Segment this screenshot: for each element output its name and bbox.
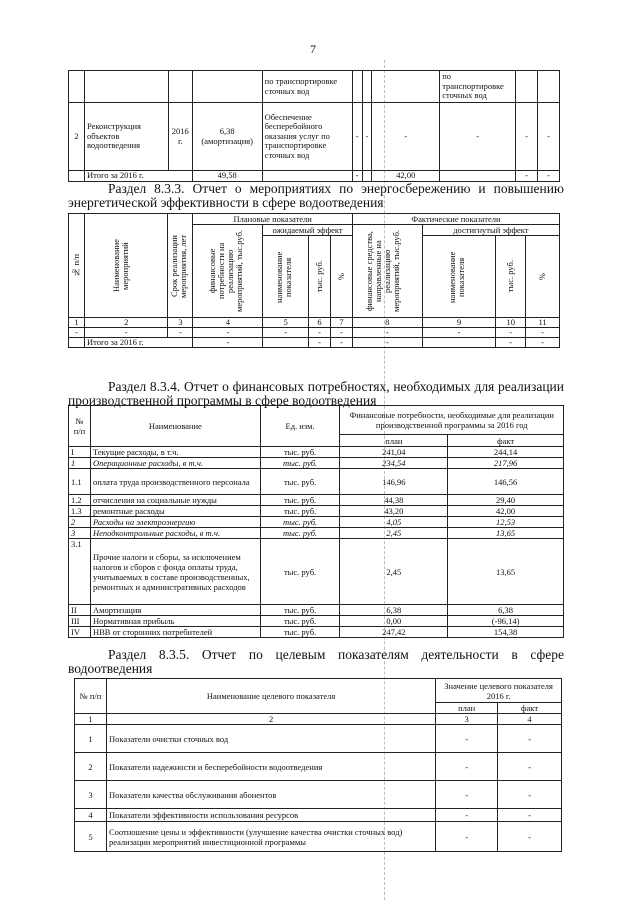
scan-fold-line <box>384 60 385 900</box>
dash-cell: - <box>193 338 263 348</box>
row-number: 1.1 <box>69 469 91 495</box>
dash-cell: - <box>372 103 440 171</box>
row-number: 5 <box>75 822 107 852</box>
dash-cell: - <box>352 338 422 348</box>
dash-cell: - <box>526 328 560 338</box>
row-number: 3.1 <box>69 539 91 605</box>
table-row <box>69 447 564 458</box>
column-number: 5 <box>263 318 309 328</box>
dash-cell: - <box>69 328 85 338</box>
row-plan: - <box>436 725 498 753</box>
row-plan: - <box>436 781 498 809</box>
description-cell: по транспортировке сточных вод <box>262 71 352 103</box>
row-number: 2 <box>69 103 85 171</box>
column-number: 11 <box>526 318 560 328</box>
total-label: Итого за 2016 г. <box>84 171 192 182</box>
section-834-title: Раздел 8.3.4. Отчет о финансовых потребностях, необходимых для реализации производственной программы в сфере водоотведения <box>68 379 564 408</box>
row-unit: тыс. руб. <box>260 495 340 506</box>
table-row <box>69 328 560 338</box>
row-plan: 0,00 <box>340 616 448 627</box>
row-name: Неподконтрольные расходы, в т.ч. <box>90 528 260 539</box>
column-number-row <box>75 714 562 725</box>
col-finance-header: Финансовые потребности, необходимые для реализации производственной программы за 2016 год <box>340 406 564 435</box>
row-fact: 12,53 <box>448 517 564 528</box>
row-unit: тыс. руб. <box>260 616 340 627</box>
dash-cell: - <box>422 328 496 338</box>
row-number: 1 <box>69 458 91 469</box>
table-row <box>75 725 562 753</box>
row-fact: - <box>498 725 562 753</box>
column-number: 6 <box>309 318 331 328</box>
row-name: Прочие налоги и сборы, за исключением налогов и сборов с фонда оплаты труда, учитываемых в составе производственных, ремонтных и административных расходов <box>90 539 260 605</box>
table-row <box>75 781 562 809</box>
col-fin-plan-header: финансовые потребности на реализацию мероприятий, тыс.руб. <box>193 225 263 318</box>
description-cell: по транспортировке сточных вод <box>440 71 516 103</box>
top-table <box>68 70 560 182</box>
dash-cell: - <box>496 328 526 338</box>
column-number: 4 <box>193 318 263 328</box>
table-row <box>75 753 562 781</box>
measure-description: Обеспечение бесперебойного оказания услуг по транспортировке сточных вод <box>262 103 352 171</box>
row-plan: 241,04 <box>340 447 448 458</box>
row-number: 2 <box>69 517 91 528</box>
row-name: отчисления на социальные нужды <box>90 495 260 506</box>
row-name: Показатели эффективности использования ресурсов <box>106 809 435 822</box>
row-fact: 13,65 <box>448 539 564 605</box>
col-name-header: Наименование <box>90 406 260 447</box>
row-name: Показатели очистки сточных вод <box>106 725 435 753</box>
col-rub-header: тыс. руб. <box>496 236 526 318</box>
total-plan: 49,58 <box>192 171 262 182</box>
row-name: Показатели качества обслуживания абонентов <box>106 781 435 809</box>
dash-cell: - <box>84 328 168 338</box>
column-number: 8 <box>352 318 422 328</box>
row-unit: тыс. руб. <box>260 528 340 539</box>
column-number: 2 <box>84 318 168 328</box>
row-name: Расходы на электроэнергию <box>90 517 260 528</box>
measure-amount: 6,38 (амортизация) <box>192 103 262 171</box>
dash-cell: - <box>263 328 309 338</box>
column-number: 4 <box>498 714 562 725</box>
row-plan: - <box>436 753 498 781</box>
dash-cell: - <box>168 328 193 338</box>
row-number: II <box>69 605 91 616</box>
table-row <box>75 809 562 822</box>
dash-cell: - <box>362 103 372 171</box>
column-number: 3 <box>168 318 193 328</box>
row-number: IV <box>69 627 91 638</box>
row-unit: тыс. руб. <box>260 517 340 528</box>
table-row <box>69 71 560 103</box>
row-plan: 44,38 <box>340 495 448 506</box>
row-fact: 244,14 <box>448 447 564 458</box>
table-row <box>69 605 564 616</box>
row-plan: 4,05 <box>340 517 448 528</box>
dash-cell: - <box>496 338 526 348</box>
row-name: Нормативная прибыль <box>90 616 260 627</box>
row-plan: 2,45 <box>340 528 448 539</box>
col-name-header: Наименование мероприятий <box>84 214 168 318</box>
planned-header: Плановые показатели <box>193 214 352 225</box>
row-plan: - <box>436 809 498 822</box>
row-name: Показатели надежности и бесперебойности водоотведения <box>106 753 435 781</box>
total-label: Итого за 2016 г. <box>84 338 193 348</box>
table-row <box>69 539 564 605</box>
col-num-header: № п/п <box>69 214 85 318</box>
row-fact: - <box>498 809 562 822</box>
row-plan: 6,38 <box>340 605 448 616</box>
section-833-title: Раздел 8.3.3. Отчет о мероприятиях по энергосбережению и повышению энергетической эффективности в сфере водоотведения <box>68 181 564 210</box>
col-num-header: № п/п <box>75 679 107 714</box>
row-number: III <box>69 616 91 627</box>
table-row <box>69 506 564 517</box>
col-rub-header: тыс. руб. <box>309 236 331 318</box>
row-name: оплата труда производственного персонала <box>90 469 260 495</box>
col-term-header: Срок реализации мероприятия, лет <box>168 214 193 318</box>
column-number: 3 <box>436 714 498 725</box>
dash-cell: - <box>352 328 422 338</box>
row-unit: тыс. руб. <box>260 605 340 616</box>
row-plan: 247,42 <box>340 627 448 638</box>
table-row <box>75 822 562 852</box>
col-indicator-header: наименование показателя <box>263 236 309 318</box>
row-name: ремонтные расходы <box>90 506 260 517</box>
table-row <box>69 528 564 539</box>
row-fact: 29,40 <box>448 495 564 506</box>
dash-cell: - <box>193 328 263 338</box>
row-unit: тыс. руб. <box>260 447 340 458</box>
total-row <box>69 171 560 182</box>
table-row <box>69 517 564 528</box>
column-number: 2 <box>106 714 435 725</box>
row-name: Текущие расходы, в т.ч. <box>90 447 260 458</box>
row-fact: 42,00 <box>448 506 564 517</box>
row-fact: (-96,14) <box>448 616 564 627</box>
energy-table <box>68 213 560 348</box>
column-number-row <box>69 318 560 328</box>
total-fact: 42,00 <box>372 171 440 182</box>
target-indicators-table <box>74 678 562 852</box>
row-plan: 2,45 <box>340 539 448 605</box>
actual-header: Фактические показатели <box>352 214 559 225</box>
finance-table <box>68 405 564 638</box>
row-fact: 13,65 <box>448 528 564 539</box>
table-row <box>69 627 564 638</box>
row-unit: тыс. руб. <box>260 506 340 517</box>
dash-cell: - <box>516 103 538 171</box>
achieved-effect-header: достигнутый эффект <box>422 225 559 236</box>
column-number: 10 <box>496 318 526 328</box>
row-fact: 154,38 <box>448 627 564 638</box>
dash-cell: - <box>309 338 331 348</box>
row-fact: 146,56 <box>448 469 564 495</box>
row-name: Соотношение цены и эффективности (улучшение качества очистки сточных вод) реализации мероприятий инвестиционной программы <box>106 822 435 852</box>
col-fact-header: факт <box>448 435 564 447</box>
row-number: 1.3 <box>69 506 91 517</box>
column-number: 7 <box>330 318 352 328</box>
row-fact: - <box>498 822 562 852</box>
column-number: 1 <box>75 714 107 725</box>
row-fact: 217,96 <box>448 458 564 469</box>
row-unit: тыс. руб. <box>260 627 340 638</box>
table-row <box>69 616 564 627</box>
table-row <box>69 495 564 506</box>
col-plan-header: план <box>340 435 448 447</box>
col-name-header: Наименование целевого показателя <box>106 679 435 714</box>
measure-year: 2016 г. <box>168 103 192 171</box>
table-row <box>69 103 560 171</box>
col-indicator-header: наименование показателя <box>422 236 496 318</box>
col-pct-header: % <box>330 236 352 318</box>
row-number: I <box>69 447 91 458</box>
section-835-title: Раздел 8.3.5. Отчет по целевым показателям деятельности в сфере водоотведения <box>68 647 564 676</box>
dash-cell: - <box>330 338 352 348</box>
row-name: Операционные расходы, в т.ч. <box>90 458 260 469</box>
row-fact: 6,38 <box>448 605 564 616</box>
row-plan: 234,54 <box>340 458 448 469</box>
row-plan: 43,20 <box>340 506 448 517</box>
row-number: 1 <box>75 725 107 753</box>
row-name: НВВ от сторонних потребителей <box>90 627 260 638</box>
row-plan: - <box>436 822 498 852</box>
col-plan-header: план <box>436 703 498 714</box>
measure-name: Реконструкция объектов водоотведения <box>84 103 168 171</box>
row-number: 2 <box>75 753 107 781</box>
col-unit-header: Ед. изм. <box>260 406 340 447</box>
column-number: 1 <box>69 318 85 328</box>
col-fact-header: факт <box>498 703 562 714</box>
row-unit: тыс. руб. <box>260 539 340 605</box>
row-number: 3 <box>69 528 91 539</box>
dash-cell: - <box>538 103 560 171</box>
table-row <box>69 458 564 469</box>
col-fin-fact-header: финансовые средства, направленные на реализацию мероприятий, тыс.руб. <box>352 225 422 318</box>
dash-cell: - <box>352 103 362 171</box>
row-number: 4 <box>75 809 107 822</box>
page-number: 7 <box>310 42 316 56</box>
dash-cell: - <box>516 171 538 182</box>
expected-effect-header: ожидаемый эффект <box>263 225 353 236</box>
dash-cell: - <box>330 328 352 338</box>
total-row <box>69 338 560 348</box>
col-num-header: № п/п <box>69 406 91 447</box>
col-value-header: Значение целевого показателя 2016 г. <box>436 679 562 703</box>
row-number: 1.2 <box>69 495 91 506</box>
col-pct-header: % <box>526 236 560 318</box>
dash-cell: - <box>526 338 560 348</box>
row-name: Амортизация <box>90 605 260 616</box>
dash-cell: - <box>440 103 516 171</box>
dash-cell: - <box>309 328 331 338</box>
row-fact: - <box>498 753 562 781</box>
column-number: 9 <box>422 318 496 328</box>
dash-cell: - <box>538 171 560 182</box>
table-row <box>69 469 564 495</box>
row-fact: - <box>498 781 562 809</box>
dash-cell: - <box>352 171 362 182</box>
row-number: 3 <box>75 781 107 809</box>
row-unit: тыс. руб. <box>260 469 340 495</box>
row-unit: тыс. руб. <box>260 458 340 469</box>
row-plan: 146,96 <box>340 469 448 495</box>
